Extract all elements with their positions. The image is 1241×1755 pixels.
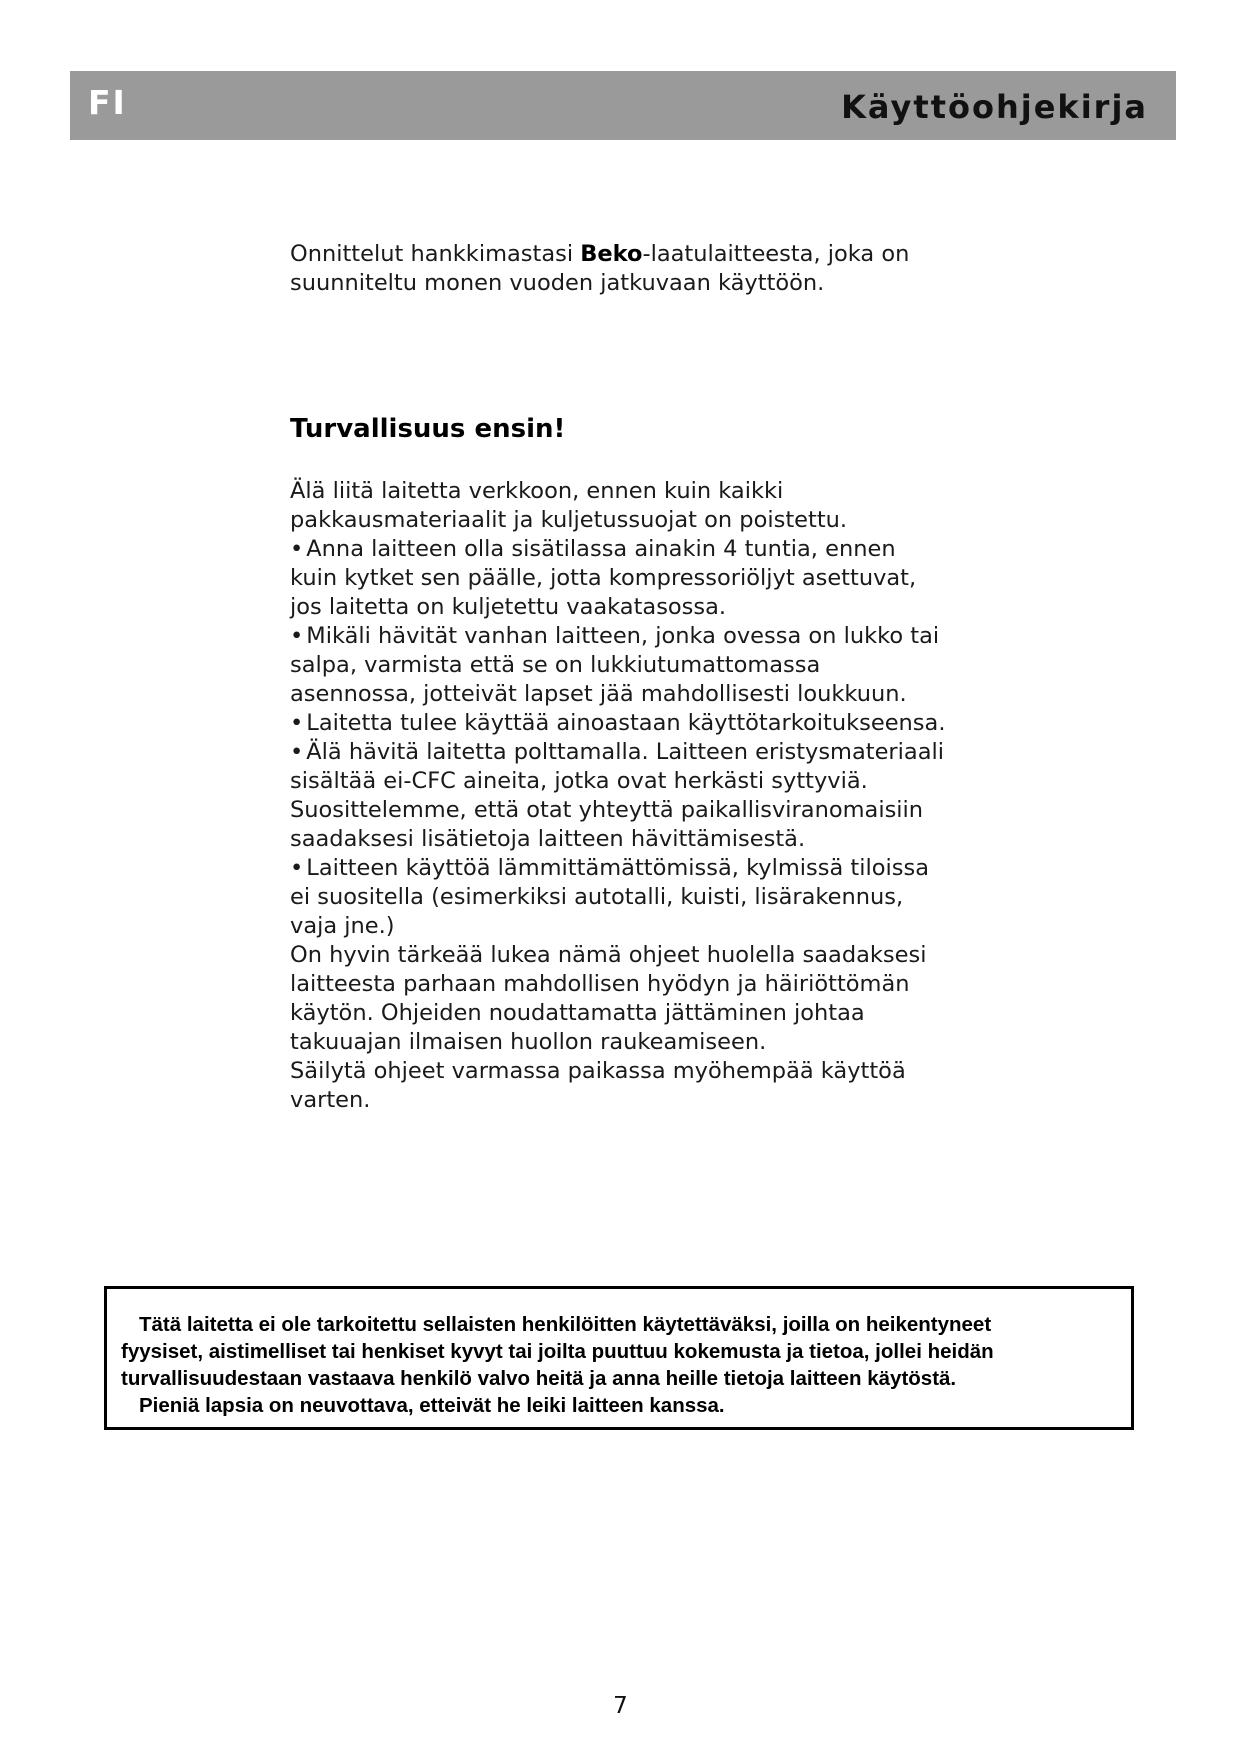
notice-line: fyysiset, aistimelliset tai henkiset kyvyt tai joilta puuttuu kokemusta ja tietoa, jollei heidän xyxy=(121,1340,994,1363)
bullet-text: Anna laitteen olla sisätilassa ainakin 4 tuntia, ennen xyxy=(306,536,896,562)
bullet-line: ei suositella (esimerkiksi autotalli, kuisti, lisärakennus, xyxy=(290,884,904,910)
bullet-icon: • xyxy=(290,855,304,881)
bullet-icon: • xyxy=(290,536,304,562)
safety-closing-line: On hyvin tärkeää lukea nämä ohjeet huolella saadaksesi xyxy=(290,942,927,968)
safety-closing-line: Säilytä ohjeet varmassa paikassa myöhempää käyttöä xyxy=(290,1058,906,1084)
list-item xyxy=(290,738,990,854)
bullet-text: Laitetta tulee käyttää ainoastaan käyttötarkoitukseensa. xyxy=(306,710,946,736)
bullet-line: sisältää ei-CFC aineita, jotka ovat herkästi syttyviä. xyxy=(290,768,868,794)
bullet-text: Älä hävitä laitetta polttamalla. Laitteen eristysmateriaali xyxy=(306,739,945,765)
safety-heading: Turvallisuus ensin! xyxy=(290,414,566,444)
bullet-icon: • xyxy=(290,623,304,649)
safety-section xyxy=(290,477,990,1115)
warning-notice-box xyxy=(104,1286,1134,1430)
header-bar xyxy=(70,71,1176,140)
intro-line-2: suunniteltu monen vuoden jatkuvaan käyttöön. xyxy=(290,270,825,296)
bullet-icon: • xyxy=(290,710,304,736)
notice-line: turvallisuudestaan vastaava henkilö valvo heitä ja anna heille tietoja laitteen käytöstä. xyxy=(121,1367,957,1390)
bullet-line: salpa, varmista että se on lukkiutumattomassa xyxy=(290,652,821,678)
list-item xyxy=(290,622,990,709)
bullet-icon: • xyxy=(290,739,304,765)
safety-bullet-list xyxy=(290,535,990,941)
safety-closing-line: varten. xyxy=(290,1087,371,1113)
intro-text: -laatulaitteesta, joka on xyxy=(642,241,910,267)
bullet-line: kuin kytket sen päälle, jotta kompressoriöljyt asettuvat, xyxy=(290,565,917,591)
safety-closing-line: takuuajan ilmaisen huollon raukeamiseen. xyxy=(290,1029,767,1055)
bullet-line: jos laitetta on kuljetettu vaakatasossa. xyxy=(290,594,727,620)
brand-name: Beko xyxy=(580,241,643,267)
language-code: FI xyxy=(88,83,127,122)
intro-paragraph xyxy=(290,240,990,298)
bullet-line: asennossa, jotteivät lapset jää mahdollisesti loukkuun. xyxy=(290,681,907,707)
notice-line: Tätä laitetta ei ole tarkoitettu sellaisten henkilöitten käytettäväksi, joilla on heikentyneet xyxy=(139,1313,992,1336)
bullet-text: Laitteen käyttöä lämmittämättömissä, kylmissä tiloissa xyxy=(306,855,929,881)
document-title: Käyttöohjekirja xyxy=(841,88,1148,126)
list-item xyxy=(290,709,990,738)
bullet-first-line xyxy=(290,622,990,651)
list-item xyxy=(290,535,990,622)
safety-closing-line: käytön. Ohjeiden noudattamatta jättäminen johtaa xyxy=(290,1000,865,1026)
bullet-first-line xyxy=(290,709,990,738)
bullet-line: Suosittelemme, että otat yhteyttä paikallisviranomaisiin xyxy=(290,797,924,823)
intro-text: Onnittelut hankkimastasi xyxy=(290,241,581,267)
bullet-first-line xyxy=(290,738,990,767)
bullet-line: vaja jne.) xyxy=(290,913,395,939)
intro-line-1 xyxy=(290,240,990,269)
bullet-first-line xyxy=(290,854,990,883)
bullet-line: saadaksesi lisätietoja laitteen hävittämisestä. xyxy=(290,826,806,852)
page-number: 7 xyxy=(613,1693,628,1719)
bullet-first-line xyxy=(290,535,990,564)
safety-opening-line: pakkausmateriaalit ja kuljetussuojat on poistettu. xyxy=(290,507,848,533)
safety-closing-line: laitteesta parhaan mahdollisen hyödyn ja häiriöttömän xyxy=(290,971,910,997)
notice-line: Pieniä lapsia on neuvottava, etteivät he leiki laitteen kanssa. xyxy=(139,1394,725,1417)
bullet-text: Mikäli hävität vanhan laitteen, jonka ovessa on lukko tai xyxy=(306,623,940,649)
safety-opening-line: Älä liitä laitetta verkkoon, ennen kuin kaikki xyxy=(290,478,784,504)
list-item xyxy=(290,854,990,941)
